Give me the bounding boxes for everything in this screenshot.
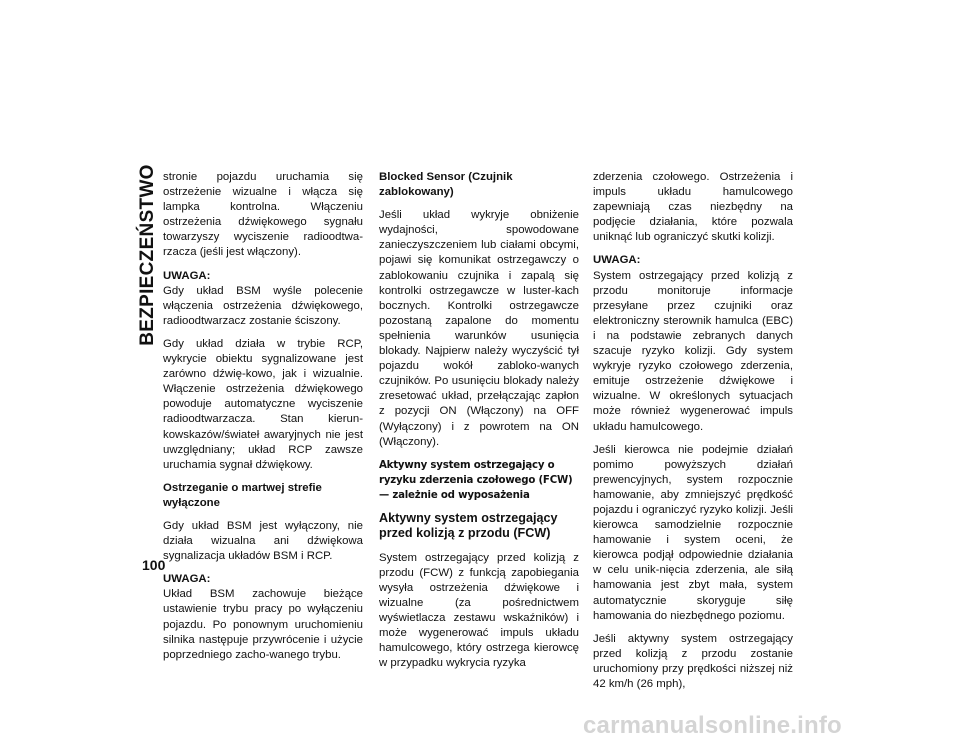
- column-2: [379, 170, 579, 679]
- note-label: UWAGA:: [163, 269, 211, 282]
- note-label: UWAGA:: [593, 254, 641, 267]
- subsection-heading: Aktywny system ostrzegający przed kolizją z przodu (FCW): [379, 510, 558, 541]
- column-1: [163, 170, 363, 671]
- column-3: [593, 170, 793, 700]
- section-side-title: [137, 163, 158, 346]
- page-number: 100: [142, 557, 166, 573]
- section-heading: Ostrzeganie o martwej strefie wyłączone: [163, 481, 322, 509]
- paragraph: zderzenia czołowego. Ostrzeżenia i impuls układu hamulcowego zapewniają czas niezbędny na podjęcie działania, które pozwala uniknąć lub ograniczyć skutki kolizji.: [593, 171, 793, 244]
- paragraph: Jeśli aktywny system ostrzegający przed kolizją z przodu zostanie uruchomiony przy prędkości niższej niż 42 km/h (26 mph),: [593, 632, 793, 690]
- note-label: UWAGA:: [163, 573, 211, 586]
- paragraph: Jeśli układ wykryje obniżenie wydajności, spowodowane zanieczyszczeniem lub ciałami obcymi, pojawi się komunikat ostrzegawczy o zablokowaniu czujnika i zapalą się kontrolki ostrzegawcze w luster-kach bocznych. Kontrolki ostrzegawcze pozostaną zapalone do momentu spełnienia warunków usunięcia blokady. Najpierw należy wyczyścić tył pojazdu wokół zabloko-wanych czujników. Po usunięciu blokady należy zresetować układ, przełączając zapłon z pozycji ON (Włączony) na OFF (Wyłączony) i z powrotem na ON (Włączony).: [379, 209, 579, 448]
- note-text: Gdy układ BSM wyśle polecenie włączenia ostrzeżenia dźwiękowego, radioodtwarzacz zostanie ściszony.: [163, 284, 363, 327]
- paragraph: Jeśli kierowca nie podejmie działań pomimo powyższych działań prewencyjnych, system rozpocznie hamowanie, aby zmniejszyć prędkość pojazdu i ograniczyć ryzyko kolizji. Jeśli kierowca samodzielnie rozpocznie hamowanie i system oceni, że kierowca podjął odpowiednie działania w celu unik-nięcia zderzenia, ale siłą hamowania jest zbyt mała, system automatycznie skoryguje siłę hamowania do niezbędnego poziomu.: [593, 443, 793, 622]
- paragraph: Gdy układ działa w trybie RCP, wykrycie obiektu sygnalizowane jest zarówno dźwię-kowo, jak i wizualnie. Włączenie ostrzeżenia dźwiękowego powoduje automatyczne wyciszenie radioodtwarzacza. Stan kierun-kowskazów/świateł awaryjnych nie jest uwzględniany; układ RCP zawsze uruchamia sygnał dźwiękowy.: [163, 337, 363, 471]
- paragraph: stronie pojazdu uruchamia się ostrzeżenie wizualne i włącza się lampka kontrolna. Włączeniu ostrzeżenia dźwiękowego sygnału towarzyszy wyciszenie radioodtwa-rzacza (jeśli jest włączony).: [163, 171, 363, 259]
- section-title-text: BEZPIECZEŃSTWO: [137, 163, 158, 346]
- note-text: System ostrzegający przed kolizją z przodu monitoruje informacje przesyłane przez czujniki oraz elektroniczny sterownik hamulca (EBC) i na podstawie zebranych danych szacuje ryzyko kolizji. Gdy system wykryje ryzyko czołowego zderzenia, emituje ostrzeżenie dźwiękowe i wizualne. W określonych sytuacjach może również wygenerować impuls układu hamulcowego.: [593, 269, 793, 433]
- section-heading: Aktywny system ostrzegający o ryzyku zderzenia czołowego (FCW) — zależnie od wyposażenia: [379, 459, 573, 501]
- watermark-footer: carmanualsonline.info: [583, 712, 842, 739]
- section-heading: Blocked Sensor (Czujnik zablokowany): [379, 171, 513, 199]
- paragraph: Gdy układ BSM jest wyłączony, nie działa wizualna ani dźwiękowa sygnalizacja układów BSM i RCP.: [163, 519, 363, 563]
- note-text: Układ BSM zachowuje bieżące ustawienie trybu pracy po wyłączeniu pojazdu. Po ponownym uruchomieniu silnika następuje przywrócenie i użycie poprzedniego zacho-wanego trybu.: [163, 588, 363, 661]
- paragraph: System ostrzegający przed kolizją z przodu (FCW) z funkcją zapobiegania wysyła ostrzeżenia dźwiękowe i wizualne (za pośrednictwem wyświetlacza zestawu wskaźników) i może wygenerować impuls układu hamulcowego, który ostrzega kierowcę w przypadku wykrycia ryzyka: [379, 551, 579, 670]
